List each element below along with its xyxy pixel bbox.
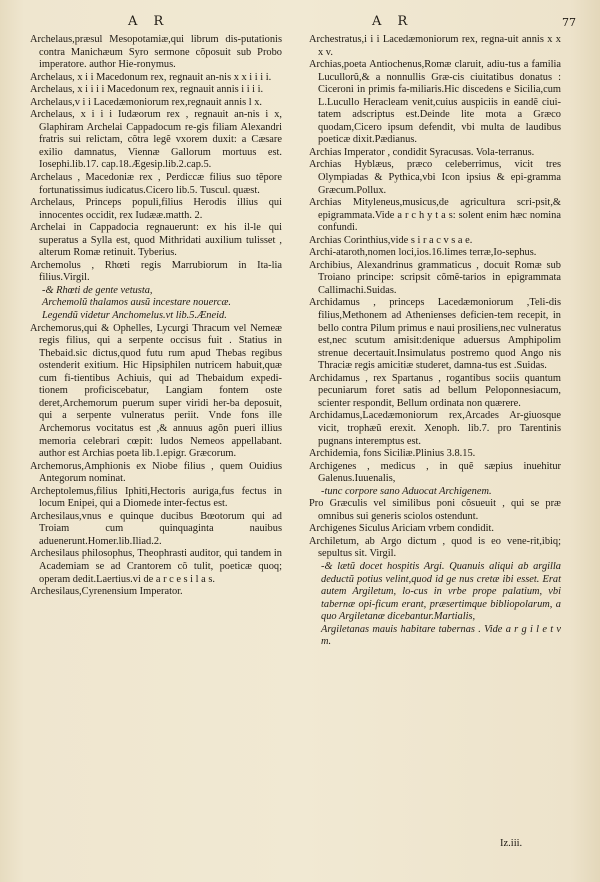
- dictionary-entry: Archigenes , medicus , in quẽ sæpius inuehitur Galenus.Iuuenalis,: [309, 460, 561, 485]
- right-column: [309, 34, 561, 649]
- verse-quote: -& Rhœti de gente vetusta,: [42, 284, 153, 296]
- verse-quote: -& lætũ docet hospitis Argi. Quanuis aliqui ab argilla deductũ potius velint,quod id ge nus cretæ ibi esset. Erat autem Argiletum, lo-cus in vrbe prope palatium, vbi tabernæ opi-ficum erant, præsertimque bibliopolarum, a quo Argiletanæ dicebantur.Martialis,: [321, 560, 561, 623]
- dictionary-entry: Archiletum, ab Argo dictum , quod is eo vene-rit,ibiq; sepultus sit. Virgil.: [309, 535, 561, 560]
- page-number: 77: [562, 16, 576, 29]
- dictionary-entry: Archigenes Siculus Ariciam vrbem condidit.: [309, 523, 494, 535]
- dictionary-entry: Archidamus , rex Spartanus , rogantibus sociis quantum pecuniarum foret satis ad bellum Peloponnesiacum, scienter respondit, Bellum ordinata non quærere.: [309, 372, 561, 409]
- dictionary-entry: Archibius, Alexandrinus grammaticus , docuit Romæ sub Troiano principe: scripsit cõmẽ-tarios in epigrammata Callimachi.Suidas.: [309, 259, 561, 296]
- dictionary-entry: Archesilaus,vnus e quinque ducibus Bœotorum qui ad Troiam cum quinquaginta nauibus aduenerunt.Homer.lib.Iliad.2.: [30, 510, 282, 547]
- dictionary-entry: Archidemia, fons Siciliæ.Plinius 3.8.15.: [309, 448, 476, 460]
- entry-note: Legendũ videtur Anchomelus.vt lib.5.Æneid.: [42, 310, 227, 322]
- verse-quote: Argiletanas mauis habitare tabernas . Vide a r g i l e t v m.: [321, 623, 561, 648]
- verse-quote: Archemolũ thalamos ausũ incestare nouercæ.: [42, 297, 232, 309]
- dictionary-entry: Archidamus,Lacedæmoniorum rex,Arcades Ar-giuosque vicit, trophæũ erexit. Xenoph. lib.7. pro Tarentinis pugnans interemptus est.: [309, 410, 561, 447]
- dictionary-entry: Archelai in Cappadocia regnauerunt: ex his il-le qui superatus a Sylla est, quod Mithridati auxilium tulisset , alterum Romæ retinuit. Tyberius.: [30, 222, 282, 259]
- left-column: [30, 34, 282, 599]
- verse-quote: -tunc corpore sano Aduocat Archigenem.: [321, 485, 492, 497]
- dictionary-entry: Archelaus, x i i Macedonum rex, regnauit an-nis x x i i i i.: [30, 71, 272, 83]
- dictionary-entry: Archelaus , Macedoniæ rex , Perdiccæ filius suo tẽpore fortunatissimus iudicatus.Cicero lib.5. Tuscul. quæst.: [30, 172, 282, 196]
- dictionary-entry: Archelaus,præsul Mesopotamiæ,qui librum dis-putationis contra Manichæum Syro sermone cõposuit sub Probo imperatore. author Hie-ronymus.: [30, 34, 282, 71]
- running-header: [0, 14, 600, 34]
- dictionary-entry: Archemorus,qui & Ophelles, Lycurgi Thracum vel Nemeæ regis filius, qui a serpente occisus fuit . Statius in Thebaid.sic dictus,quod futu rum apud Thebas regibus ostenderit exitium. Hic Hipsiphilen nutricem habuit,quæ cum fi-tientibus Achiuis, qui ad Thebaidum expedi-tionem proficiscebatur, Langiam fontem oste deret,Archemorum puerum super viridi her-ba deposuit, qui a serpente vulneratus periit. Vnde fons ille Archemorus vocitatus est ,& annuus agõn pueri illius memoria celebrari cœpit: ludos Nemeos appellabant. author est Archias poeta lib.1.epigr. Græcorum.: [30, 322, 282, 460]
- running-head-left: A R: [128, 14, 170, 29]
- running-head-right: A R: [372, 14, 414, 29]
- dictionary-entry: Archeptolemus,filius Iphiti,Hectoris auriga,fus fectus in locum Enipei, qui a Diomede inter-fectus est.: [30, 485, 282, 510]
- dictionary-entry: Archias Imperator , condidit Syracusas. Vola-terranus.: [309, 146, 535, 158]
- dictionary-entry: Archelaus,v i i Lacedæmoniorum rex,regnauit annis l x.: [30, 96, 262, 108]
- dictionary-entry: Archelaus, x i i i Iudæorum rex , regnauit an-nis i x, Glaphiram Archelai Cappadocum re-gis filiam Alexandri fratris sui relictam, cõtra legẽ vxorem duxit: a Cæsare exilio damnatus, Viennæ Gallorum mortuus est. Iosephi.lib.17. cap.18.Ægesip.lib.2.cap.5.: [30, 109, 282, 171]
- dictionary-entry: Archias,poeta Antiochenus,Romæ claruit, adiu-tus a familia Lucullorũ,& a nonnullis Græ-cis ciuitatibus donatus : Ciceroni in primis fa-miliaris.Hic discedens e Sicilia,cum L.Lucullo Heracleam venit,cuius auspiciis in eandẽ ciui-tatem adscriptus est.Deinde lite mota a Græco quodam,Cicero ipsum defendit, vbi multa de laudibus poeticæ dixit.Pædianus.: [309, 59, 561, 146]
- dictionary-entry: Archias Mityleneus,musicus,de agricultura scri-psit,& epigrammata.Vide a r c h y t a s: solent enim hæc nomina confundi.: [309, 197, 561, 234]
- dictionary-entry: Archi-ataroth,nomen loci,ios.16.limes terræ,Io-sephus.: [309, 247, 537, 259]
- dictionary-entry: Archestratus,i i i Lacedæmoniorum rex, regna-uit annis x x x v.: [309, 34, 561, 58]
- dictionary-entry: Pro Græculis vel similibus poni cõsueuit , qui se præ omnibus sui generis sciolos ostendunt.: [309, 498, 561, 522]
- dictionary-entry: Archemorus,Amphionis ex Niobe filius , quem Ouidius Antegorum nominat.: [30, 460, 282, 485]
- dictionary-entry: Archesilaus,Cyrenensium Imperator.: [30, 586, 183, 598]
- dictionary-entry: Archelaus, Princeps populi,filius Herodis illius qui innocentes occidit, rex Iudææ.matth. 2.: [30, 197, 282, 221]
- signature-mark: Iz.iii.: [500, 838, 523, 849]
- dictionary-entry: Archias Hyblæus, præco celeberrimus, vicit tres Olympiadas & Pythica,vbi Icon ipsius & epi-gramma Græcum.Pollux.: [309, 159, 561, 196]
- dictionary-entry: Archias Corinthius,vide s i r a c v s a e.: [309, 234, 473, 246]
- dictionary-entry: Archidamus , princeps Lacedæmoniorum ,Teli-dis filius,Methonem ad Athenienses deficien-tem recepit, in bello contra Pilum primus e naui prosiliens,nec vulneratus est,nec scutum amisit:denique aduersus Amphipolim strenue decertauit.Insimulatus postremo quod Ango nis Thraciæ regis amicitiæ studeret, damna-tus est .Suidas.: [309, 297, 561, 372]
- dictionary-entry: Archelaus, x i i i i Macedonum rex, regnauit annis i i i i.: [30, 84, 264, 96]
- dictionary-entry: Archemolus , Rhœti regis Marrubiorum in Ita-lia filius.Virgil.: [30, 259, 282, 284]
- dictionary-entry: Archesilaus philosophus, Theophrasti auditor, qui tandem in Academiam se ad Crantorem cõ tulit, poeticæ quoq; operam dedit.Laertius.vi de a r c e s i l a s.: [30, 548, 282, 585]
